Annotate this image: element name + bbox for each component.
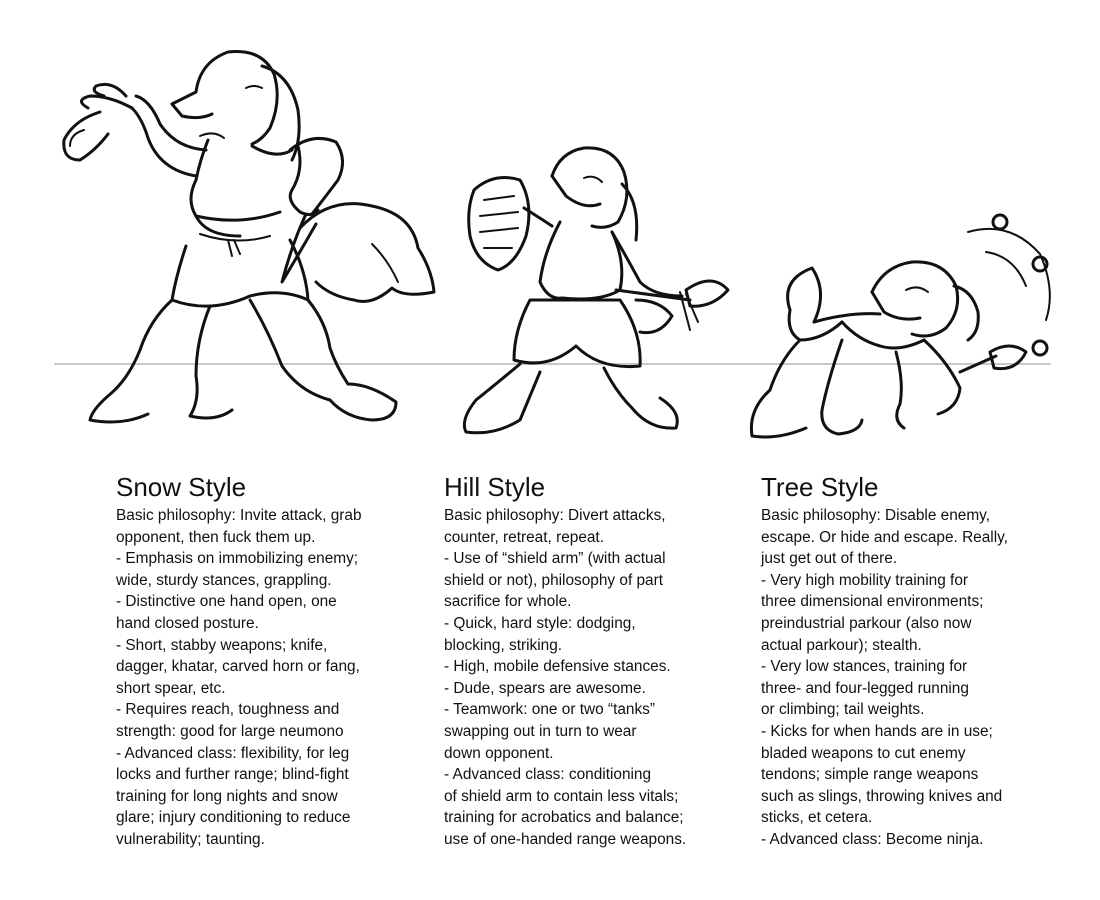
tree-style-title: Tree Style (761, 472, 879, 502)
description-line: down opponent. (444, 744, 554, 762)
tree-style-figure (751, 215, 1049, 437)
description-line: opponent, then fuck them up. (116, 528, 316, 546)
description-line: - High, mobile defensive stances. (444, 658, 671, 676)
description-line: locks and further range; blind-fight (116, 766, 349, 784)
description-line: - Kicks for when hands are in use; (761, 722, 993, 740)
description-line: three dimensional environments; (761, 593, 984, 611)
description-line: wide, sturdy stances, grappling. (116, 571, 332, 589)
description-line: sacrifice for whole. (444, 593, 572, 611)
description-line: preindustrial parkour (also now (761, 614, 972, 632)
description-line: - Advanced class: conditioning (444, 766, 652, 784)
description-line: swapping out in turn to wear (444, 722, 637, 740)
description-line: short spear, etc. (116, 679, 226, 697)
description-line: hand closed posture. (116, 614, 259, 632)
tree-style-column (761, 472, 1061, 851)
description-line: escape. Or hide and escape. Really, (761, 528, 1008, 546)
snow-style-title: Snow Style (116, 472, 247, 502)
snow-style-figure (64, 51, 434, 422)
description-line: three- and four-legged running (761, 679, 969, 697)
description-line: strength: good for large neumono (116, 722, 344, 740)
description-line: glare; injury conditioning to reduce (116, 809, 351, 827)
description-line: Basic philosophy: Invite attack, grab (116, 507, 362, 524)
hill-style-title: Hill Style (444, 472, 546, 502)
description-line: Basic philosophy: Divert attacks, (444, 507, 666, 524)
description-line: sticks, et cetera. (761, 809, 873, 827)
description-line: just get out of there. (761, 550, 898, 568)
description-line: dagger, khatar, carved horn or fang, (116, 658, 360, 676)
description-line: - Short, stabby weapons; knife, (116, 636, 328, 654)
hill-style-figure (464, 148, 728, 433)
description-line: - Very high mobility training for (761, 571, 969, 589)
description-line: - Distinctive one hand open, one (116, 593, 337, 611)
description-line: training for acrobatics and balance; (444, 809, 684, 827)
description-line: shield or not), philosophy of part (444, 571, 664, 589)
description-line: Basic philosophy: Disable enemy, (761, 507, 990, 524)
description-line: or climbing; tail weights. (761, 701, 925, 719)
description-line: actual parkour); stealth. (761, 636, 922, 654)
description-line: blocking, striking. (444, 636, 563, 654)
description-line: training for long nights and snow (116, 787, 338, 805)
description-line: such as slings, throwing knives and (761, 787, 1003, 805)
description-line: - Advanced class: flexibility, for leg (116, 744, 350, 762)
description-line: of shield arm to contain less vitals; (444, 787, 679, 805)
snow-style-column (116, 472, 406, 851)
description-line: - Advanced class: Become ninja. (761, 830, 984, 848)
hill-style-column (444, 472, 734, 851)
description-line: - Teamwork: one or two “tanks” (444, 701, 655, 719)
description-line: - Emphasis on immobilizing enemy; (116, 550, 359, 568)
description-line: - Dude, spears are awesome. (444, 679, 646, 697)
description-line: - Very low stances, training for (761, 658, 968, 676)
description-line: bladed weapons to cut enemy (761, 744, 966, 762)
description-line: - Requires reach, toughness and (116, 701, 340, 719)
description-line: vulnerability; taunting. (116, 830, 265, 848)
description-line: use of one-handed range weapons. (444, 830, 687, 848)
description-line: tendons; simple range weapons (761, 766, 979, 784)
description-line: - Use of “shield arm” (with actual (444, 550, 666, 568)
description-line: counter, retreat, repeat. (444, 528, 604, 546)
description-line: - Quick, hard style: dodging, (444, 614, 636, 632)
